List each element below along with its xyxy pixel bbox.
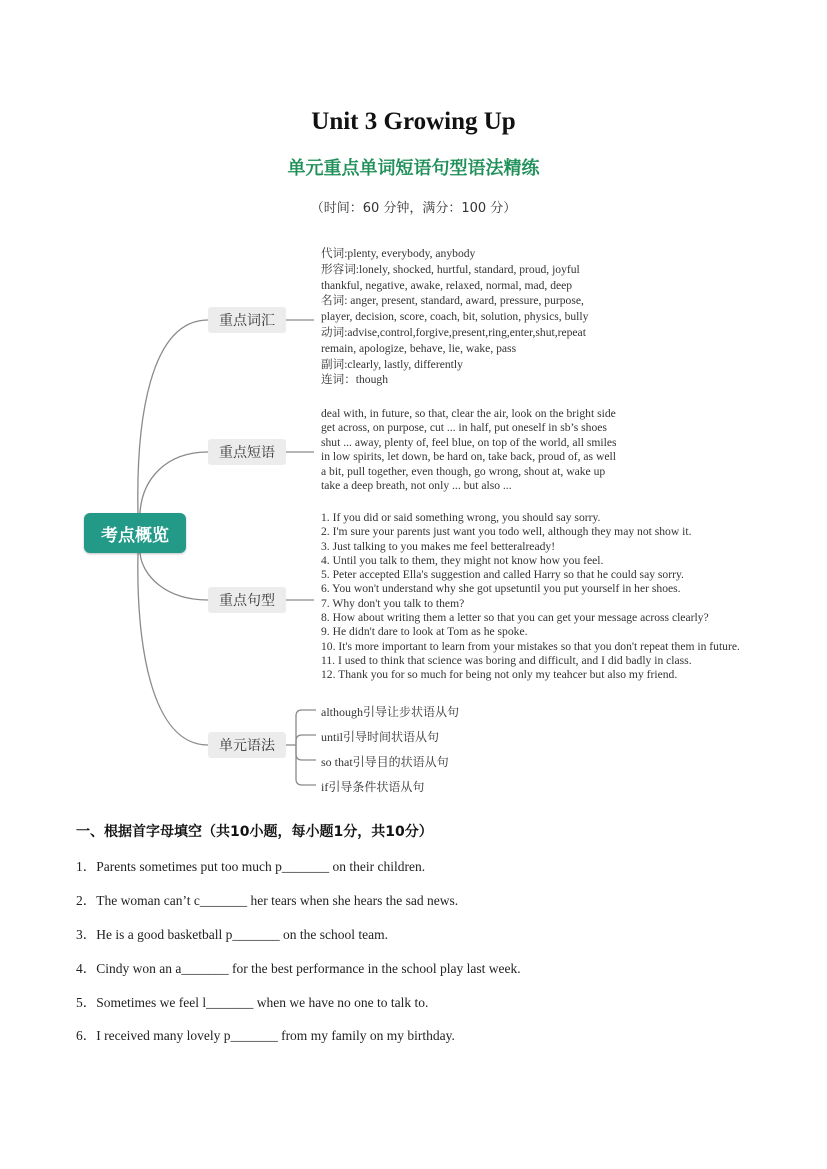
phrases-block [321, 407, 616, 493]
question-item: 6．I received many lovely p_______ from my family on my birthday. [76, 1028, 455, 1043]
question-item: 5．Sometimes we feel l_______ when we have no one to talk to. [76, 995, 429, 1010]
question-item: 4．Cindy won an a_______ for the best performance in the school play last week. [76, 961, 521, 976]
sentence-line: 11. I used to think that science was boring and difficult, and I did badly in class. [321, 653, 692, 667]
phrase-line: in low spirits, let down, be hard on, take back, proud of, as well [321, 450, 616, 464]
sentence-line: 1. If you did or said something wrong, you should say sorry. [321, 511, 601, 524]
vocab-line: 连词：though [321, 373, 388, 387]
sentence-line: 3. Just talking to you makes me feel betteralready! [321, 539, 556, 553]
sentence-line: 5. Peter accepted Ella's suggestion and called Harry so that he could say sorry. [321, 568, 684, 582]
question-item: 3．He is a good basketball p_______ on the school team. [76, 927, 388, 942]
sentence-line: 6. You won't understand why she got upsetuntil you put yourself in her shoes. [321, 582, 681, 596]
grammar-item: until引导时间状语从句 [321, 730, 440, 744]
sentence-line: 9. He didn't dare to look at Tom as he spoke. [321, 625, 528, 639]
phrase-line: a bit, pull together, even though, go wrong, shout at, wake up [321, 464, 606, 478]
vocab-line: 副词:clearly, lastly, differently [321, 357, 463, 371]
vocab-block [321, 246, 588, 388]
sentence-line: 2. I'm sure your parents just want you todo well, although they may not show it. [321, 525, 692, 539]
grammar-item: although引导让步状语从句 [321, 705, 459, 719]
sentences-block [321, 511, 740, 683]
mindmap-root: 考点概览 [84, 513, 186, 553]
sentence-line: 8. How about writing them a letter so that you can get your message across clearly? [321, 611, 709, 625]
vocab-line: thankful, negative, awake, relaxed, normal, mad, deep [321, 278, 573, 292]
phrase-line: shut ... away, plenty of, feel blue, on top of the world, all smiles [321, 435, 617, 449]
vocab-line: 形容词:lonely, shocked, hurtful, standard, proud, joyful [321, 262, 580, 276]
time-note: （时间：60 分钟，满分：100 分） [310, 201, 517, 216]
question-item: 1．Parents sometimes put too much p_______ on their children. [76, 859, 426, 874]
sentence-line: 12. Thank you for so much for being not only my teahcer but also my friend. [321, 668, 678, 682]
grammar-item: so that引导目的状语从句 [321, 755, 449, 769]
section-heading: 一、根据首字母填空（共10小题，每小题1分，共10分） [76, 824, 433, 840]
branch-sentences: 重点句型 [208, 587, 286, 613]
branch-vocab: 重点词汇 [208, 307, 286, 333]
branch-phrases: 重点短语 [208, 439, 286, 465]
vocab-line: remain, apologize, behave, lie, wake, pass [321, 341, 517, 355]
page-subtitle: 单元重点单词短语句型语法精练 [287, 158, 540, 179]
phrase-line: take a deep breath, not only ... but also ... [321, 479, 512, 493]
page-title: Unit 3 Growing Up [311, 108, 516, 135]
vocab-line: 代词:plenty, everybody, anybody [321, 247, 476, 260]
question-item: 2．The woman can’t c_______ her tears when she hears the sad news. [76, 893, 459, 908]
phrase-line: deal with, in future, so that, clear the air, look on the bright side [321, 407, 616, 420]
vocab-line: 名词: anger, present, standard, award, pressure, purpose, [321, 294, 584, 308]
sentence-line: 7. Why don't you talk to them? [321, 596, 465, 610]
vocab-line: player, decision, score, coach, bit, solution, physics, bully [321, 310, 589, 324]
grammar-item: if引导条件状语从句 [321, 780, 425, 794]
phrase-line: get across, on purpose, cut ... in half, put oneself in sb’s shoes [321, 421, 607, 435]
vocab-line: 动词:advise,control,forgive,present,ring,enter,shut,repeat [321, 325, 586, 339]
sentence-line: 10. It's more important to learn from your mistakes so that you don't repeat them in future. [321, 639, 740, 653]
sentence-line: 4. Until you talk to them, they might not know how you feel. [321, 553, 604, 567]
branch-grammar: 单元语法 [208, 732, 286, 758]
